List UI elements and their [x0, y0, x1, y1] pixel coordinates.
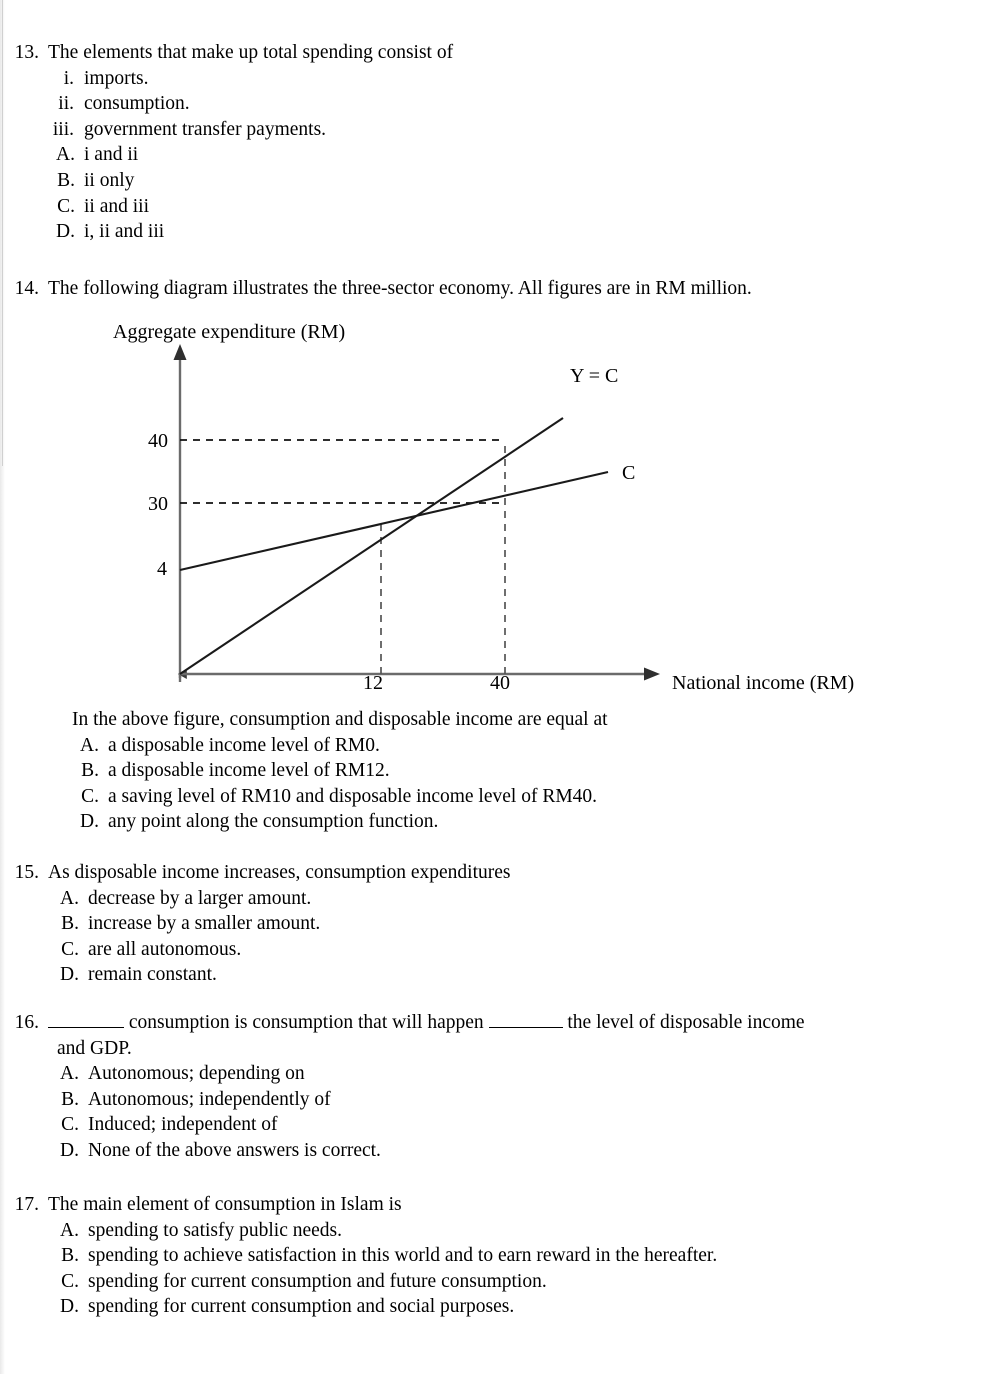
option-text-d: i, ii and iii: [84, 221, 165, 243]
option-13-d[interactable]: [14, 219, 714, 245]
question-13-stem: The elements that make up total spending consist of: [48, 42, 454, 63]
question-16-number: 16.: [14, 1012, 39, 1033]
question-16-header: [14, 1010, 959, 1036]
sub-item-key-i: i.: [63, 67, 74, 89]
option-14-d[interactable]: [72, 809, 942, 835]
sub-item-key-iii: iii.: [52, 118, 74, 140]
question-15-number: 15.: [14, 862, 39, 883]
option-key-a: A.: [60, 1063, 79, 1085]
option-key-d: D.: [60, 1296, 79, 1318]
option-text-c: ii and iii: [84, 195, 149, 217]
chart-y-axis-title: Aggregate expenditure (RM): [113, 321, 346, 343]
list-item[interactable]: [14, 117, 714, 143]
question-14-prompt: In the above figure, consumption and disposable income are equal at: [72, 709, 608, 730]
option-text-c: Induced; independent of: [88, 1114, 278, 1136]
option-text-b: increase by a smaller amount.: [88, 913, 321, 935]
question-17-header: [14, 1192, 944, 1218]
option-key-c: C.: [61, 938, 79, 960]
option-16-b[interactable]: [14, 1087, 959, 1113]
series-label-c: C: [622, 462, 636, 484]
option-text-c: are all autonomous.: [88, 938, 242, 960]
y-tick-label-4: 4: [157, 558, 167, 580]
question-17-options: [14, 1218, 944, 1320]
option-key-b: B.: [61, 1245, 79, 1267]
y-tick-label-30: 30: [148, 493, 168, 515]
option-17-d[interactable]: [14, 1294, 944, 1320]
option-17-b[interactable]: [14, 1243, 944, 1269]
option-14-b[interactable]: [72, 758, 942, 784]
chart-canvas: [0, 310, 985, 710]
option-14-c[interactable]: [72, 784, 942, 810]
question-14-number: 14.: [14, 278, 39, 299]
series-line-c: [180, 472, 608, 570]
question-15: [14, 860, 764, 988]
option-text-d: spending for current consumption and social purposes.: [88, 1296, 515, 1318]
question-16-stem-line2: and GDP.: [57, 1037, 132, 1059]
option-16-c[interactable]: [14, 1112, 959, 1138]
question-13-options: [14, 142, 714, 244]
list-item[interactable]: [14, 66, 714, 92]
option-13-a[interactable]: [14, 142, 714, 168]
option-text-a: a disposable income level of RM0.: [108, 734, 380, 756]
question-14-options-block: [72, 707, 942, 835]
question-14-options: [72, 733, 942, 835]
question-13-sub-items: [14, 66, 714, 143]
option-key-d: D.: [60, 1139, 79, 1161]
option-text-c: a saving level of RM10 and disposable income level of RM40.: [108, 785, 598, 807]
option-key-c: C.: [81, 785, 99, 807]
option-key-b: B.: [81, 760, 99, 782]
option-text-b: Autonomous; independently of: [88, 1088, 331, 1110]
series-line-y-equals-c: [180, 418, 563, 674]
option-13-c[interactable]: [14, 194, 714, 220]
option-key-a: A.: [60, 887, 79, 909]
option-key-a: A.: [80, 734, 99, 756]
aggregate-expenditure-diagram: [0, 310, 985, 710]
y-tick-label-40: 40: [148, 430, 168, 452]
question-17: [14, 1192, 944, 1320]
question-15-options: [14, 886, 764, 988]
question-13: [14, 40, 714, 245]
sub-item-text-ii: consumption.: [84, 93, 190, 115]
option-text-d: any point along the consumption function.: [108, 811, 439, 833]
option-15-a[interactable]: [14, 886, 764, 912]
question-14-stem-block: [14, 276, 944, 302]
option-key-b: B.: [61, 1088, 79, 1110]
question-16-stem-part2: the level of disposable income: [567, 1012, 805, 1033]
question-14-header: [14, 276, 944, 302]
option-text-c: spending for current consumption and future consumption.: [88, 1270, 547, 1292]
question-16: [14, 1010, 959, 1164]
option-15-d[interactable]: [14, 962, 764, 988]
sub-item-key-ii: ii.: [58, 93, 74, 115]
series-label-y-equals-c: Y = C: [570, 365, 619, 387]
fill-in-blank-2[interactable]: [489, 1027, 563, 1028]
option-key-c: C.: [57, 195, 75, 217]
x-tick-label-40: 40: [490, 672, 510, 694]
list-item[interactable]: [14, 91, 714, 117]
option-text-b: a disposable income level of RM12.: [108, 760, 390, 782]
option-key-b: B.: [57, 169, 75, 191]
option-text-d: None of the above answers is correct.: [88, 1139, 381, 1161]
option-13-b[interactable]: [14, 168, 714, 194]
option-text-a: i and ii: [84, 144, 139, 166]
option-text-a: spending to satisfy public needs.: [88, 1219, 343, 1241]
sub-item-text-i: imports.: [84, 67, 149, 89]
option-key-c: C.: [61, 1114, 79, 1136]
chart-x-axis-title: National income (RM): [672, 672, 855, 694]
question-16-stem: [48, 1010, 959, 1036]
question-15-stem: As disposable income increases, consumption expenditures: [48, 862, 511, 883]
option-16-d[interactable]: [14, 1138, 959, 1164]
option-14-a[interactable]: [72, 733, 942, 759]
fill-in-blank-1[interactable]: [48, 1027, 124, 1028]
option-text-a: decrease by a larger amount.: [88, 887, 312, 909]
question-16-options: [14, 1061, 959, 1163]
option-key-d: D.: [80, 811, 99, 833]
option-key-a: A.: [60, 1219, 79, 1241]
option-17-a[interactable]: [14, 1218, 944, 1244]
x-tick-label-12: 12: [363, 672, 383, 694]
option-key-a: A.: [56, 144, 75, 166]
option-16-a[interactable]: [14, 1061, 959, 1087]
y-axis-arrowhead: [174, 344, 187, 360]
x-axis-arrowhead: [644, 668, 660, 681]
question-13-number: 13.: [14, 42, 39, 63]
option-15-b[interactable]: [14, 911, 764, 937]
question-16-stem-part1: consumption is consumption that will happen: [128, 1012, 484, 1033]
option-key-d: D.: [60, 964, 79, 986]
option-text-b: spending to achieve satisfaction in this world and to earn reward in the hereafter.: [88, 1245, 718, 1267]
question-17-number: 17.: [14, 1194, 39, 1215]
option-key-b: B.: [61, 913, 79, 935]
question-13-header: [14, 40, 714, 66]
option-text-b: ii only: [84, 169, 135, 191]
option-text-d: remain constant.: [88, 964, 217, 986]
option-key-d: D.: [56, 221, 75, 243]
option-key-c: C.: [61, 1270, 79, 1292]
option-17-c[interactable]: [14, 1269, 944, 1295]
option-15-c[interactable]: [14, 937, 764, 963]
option-text-a: Autonomous; depending on: [88, 1063, 305, 1085]
question-17-stem: The main element of consumption in Islam is: [48, 1194, 402, 1215]
question-15-header: [14, 860, 764, 886]
sub-item-text-iii: government transfer payments.: [84, 118, 327, 140]
question-14-stem: The following diagram illustrates the three-sector economy. All figures are in RM million.: [48, 278, 752, 299]
